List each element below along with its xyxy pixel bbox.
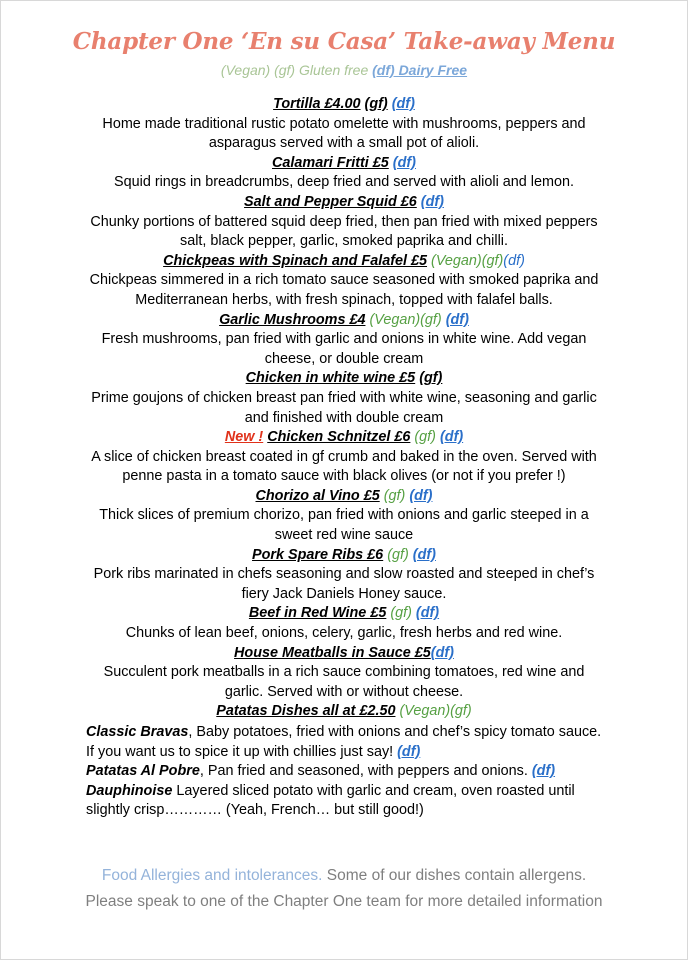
- item-df-tag: (df): [420, 193, 444, 210]
- item-name: Tortilla £4.00: [273, 96, 361, 112]
- item-diet-tags: (gf): [387, 546, 409, 563]
- legend-dairy-free: (df) Dairy Free: [372, 62, 468, 78]
- patatas-item-bravas: [86, 723, 606, 762]
- item-name: Pork Spare Ribs £6: [252, 546, 384, 563]
- item-name: Salt and Pepper Squid £6: [244, 193, 417, 210]
- patatas-diet-tags: (Vegan)(gf): [399, 703, 472, 720]
- patatas-item-pobre: [86, 762, 606, 782]
- item-name: Chicken Schnitzel £6: [267, 429, 411, 446]
- item-description: Succulent pork meatballs in a rich sauce combining tomatoes, red wine and garlic. Served with or without cheese.: [103, 664, 585, 700]
- item-description: A slice of chicken breast coated in gf crumb and baked in the oven. Served with penne pasta in a tomato sauce with black olives (or not if you prefer !): [91, 448, 597, 485]
- legend-vegan-gf: (Vegan) (gf) Gluten free: [220, 62, 369, 78]
- item-df-tag: (df): [392, 154, 416, 171]
- item-df-tag: (df): [391, 96, 415, 112]
- item-description: Prime goujons of chicken breast pan fried with white wine, seasoning and garlic and finished with double cream: [91, 389, 597, 426]
- item-diet-tags: (Vegan)(gf): [369, 311, 442, 328]
- menu-item-tortilla: [84, 95, 604, 154]
- item-description: Squid rings in breadcrumbs, deep fried and served with alioli and lemon.: [114, 174, 574, 191]
- patatas-dishes: [86, 723, 606, 821]
- new-badge: New !: [224, 429, 264, 446]
- menu-item-pork-ribs: [84, 546, 604, 605]
- item-description: , Pan fried and seasoned, with peppers and onions.: [199, 763, 528, 780]
- item-name: Chorizo al Vino £5: [255, 487, 380, 504]
- menu-item-garlic-mushrooms: [84, 311, 604, 370]
- item-df-tag: (df): [445, 311, 469, 328]
- item-description: Pork ribs marinated in chefs seasoning and slow roasted and steeped in chef’s fiery Jack Daniels Honey sauce.: [93, 566, 595, 602]
- menu-item-chicken-schnitzel: [84, 428, 604, 487]
- item-description: Fresh mushrooms, pan fried with garlic and onions in white wine. Add vegan cheese, or double cream: [101, 331, 587, 367]
- item-gf-tag: (gf): [419, 370, 443, 387]
- item-df-tag: (df): [439, 429, 464, 446]
- item-df-tag: (df): [415, 605, 440, 622]
- item-gf-tag: (gf): [364, 96, 388, 112]
- dietary-legend: [0, 62, 688, 78]
- menu-item-meatballs: [84, 644, 604, 703]
- item-df-tag: (df): [430, 644, 454, 661]
- patatas-item-dauphinoise: [86, 782, 606, 821]
- item-description: Chunky portions of battered squid deep fried, then pan fried with mixed peppers salt, black pepper, garlic, smoked paprika and chilli.: [90, 213, 598, 250]
- menu-item-chickpeas: [84, 252, 604, 311]
- menu-title: Chapter One ‘En su Casa’ Take-away Menu: [72, 28, 616, 55]
- menu-item-chicken-white-wine: [84, 369, 604, 428]
- item-name: Calamari Fritti £5: [272, 154, 389, 171]
- item-diet-tags: (gf): [390, 605, 412, 622]
- item-df-tag: (df): [412, 546, 436, 563]
- item-df-tag: (df): [531, 763, 556, 780]
- allergy-notice: [84, 863, 604, 914]
- menu-item-beef-red-wine: [84, 604, 604, 643]
- item-name: Patatas Al Pobre: [86, 763, 200, 780]
- item-diet-tags: (gf): [414, 429, 436, 446]
- item-description: Thick slices of premium chorizo, pan fried with onions and garlic steeped in a sweet red wine sauce: [99, 507, 589, 544]
- item-name: Chicken in white wine £5: [245, 370, 416, 387]
- allergy-text: Some of our dishes contain allergens. Please speak to one of the Chapter One team for more detailed information: [85, 867, 603, 910]
- item-name: Classic Bravas: [86, 724, 189, 740]
- item-name: Dauphinoise: [86, 782, 173, 799]
- item-name: Beef in Red Wine £5: [248, 605, 387, 622]
- item-description: Chickpeas simmered in a rich tomato sauce seasoned with smoked paprika and Mediterranean herbs, with fresh spinach, topped with falafel balls.: [89, 272, 599, 308]
- item-name: House Meatballs in Sauce £5: [234, 644, 431, 661]
- item-diet-tags: (Vegan)(gf): [431, 252, 504, 269]
- patatas-heading: Patatas Dishes all at £2.50: [216, 703, 396, 720]
- allergy-heading: Food Allergies and intolerances.: [101, 867, 323, 884]
- item-df-tag: (df): [397, 743, 421, 760]
- item-description: Layered sliced potato with garlic and cream, oven roasted until slightly crisp………… (Yeah, French… but still good!): [86, 782, 575, 819]
- patatas-heading-row: [84, 702, 604, 722]
- item-description: Home made traditional rustic potato omelette with mushrooms, peppers and asparagus served with a small pot of alioli.: [102, 115, 586, 152]
- menu-item-salt-pepper-squid: [84, 193, 604, 252]
- item-name: Chickpeas with Spinach and Falafel £5: [163, 252, 428, 269]
- item-df-tag: (df): [409, 487, 433, 504]
- item-description: , Baby potatoes, fried with onions and chef’s spicy tomato sauce. If you want us to spice it up with chillies just say!: [86, 724, 602, 760]
- item-name: Garlic Mushrooms £4: [219, 311, 366, 328]
- item-df-tag: (df): [503, 252, 525, 269]
- menu-item-calamari: [84, 154, 604, 193]
- item-diet-tags: (gf): [383, 487, 406, 504]
- menu-items: [84, 95, 604, 722]
- item-description: Chunks of lean beef, onions, celery, garlic, fresh herbs and red wine.: [125, 625, 563, 642]
- menu-item-chorizo: [84, 487, 604, 546]
